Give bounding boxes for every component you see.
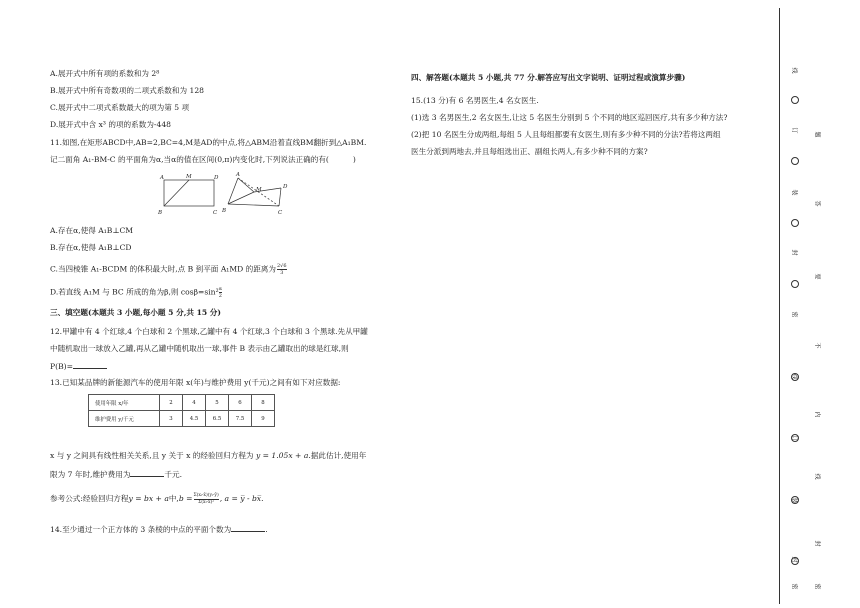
q11-option-b: B.存在α,使得 A₁B⊥CD (50, 243, 132, 252)
answer-blank (73, 361, 107, 369)
fig-label-m1: M (186, 174, 192, 180)
fig-label-b1: B (158, 210, 163, 216)
fig-label-c2: C (278, 210, 283, 216)
q13-line-1: x 与 y 之间具有线性相关关系,且 y 关于 x 的经验回归方程为 y = 1.05x + a.据此估计,使用年 (50, 451, 367, 460)
fig-label-d2: D (283, 184, 288, 190)
table-head-y: 维护费用 y/千元 (89, 411, 160, 427)
binding-hole-icon (791, 280, 799, 288)
gutter-outer-char: 密 (790, 583, 798, 590)
gutter-outer-char: 密 (790, 311, 798, 318)
gutter-outer-char: 封 (790, 249, 798, 256)
gutter-inner-char: 内 (813, 411, 821, 418)
binding-hole-icon (791, 434, 799, 442)
binding-hole-icon (791, 219, 799, 227)
table-cell: 7.5 (229, 411, 252, 427)
q11-figure (150, 170, 300, 220)
gutter-inner-char: 要 (813, 273, 821, 280)
binding-hole-icon (791, 373, 799, 381)
gutter-outer-char: 线 (790, 67, 798, 74)
binding-hole-icon (791, 496, 799, 504)
table-cell: 8 (252, 395, 275, 411)
fig-label-b2: B (222, 208, 227, 214)
table-cell: 6.5 (206, 411, 229, 427)
q11-stem-2: 记二面角 A₁-BM-C 的平面角为α,当α的值在区间(0,π)内变化时,下列说法正确的有( ) (50, 155, 356, 164)
q13-line-2: 限为 7 年时,维护费用为 千元. (50, 470, 183, 479)
gutter-outer-char: 订 (790, 127, 798, 134)
binding-hole-icon (791, 96, 799, 104)
table-row (89, 395, 275, 411)
answer-blank (130, 469, 164, 477)
rectangle-abcd (164, 180, 214, 206)
q14-stem: 14.至少通过一个正方体的 3 条棱的中点的平面个数为 . (50, 525, 268, 534)
q10-option-c: C.展开式中二项式系数最大的项为第 5 项 (50, 103, 190, 112)
folded-figure (228, 178, 281, 206)
table-cell: 4.5 (183, 411, 206, 427)
table-cell: 2 (160, 395, 183, 411)
table-cell: 9 (252, 411, 275, 427)
table-cell: 3 (160, 411, 183, 427)
gutter-outer-char: 装 (790, 497, 798, 504)
table-row (89, 411, 275, 427)
fig-label-d1: D (214, 175, 219, 181)
q13-stem: 13.已知某品牌的新能源汽车的使用年限 x(年)与维护费用 y(千元)之间有如下对应数据: (50, 378, 341, 387)
gutter-outer-char: 装 (790, 189, 798, 196)
fig-label-a1: A (160, 175, 164, 181)
answer-blank (231, 524, 265, 532)
gutter-inner-char: 封 (813, 540, 821, 547)
q11-option-c: C.当四棱锥 A₁-BCDM 的体积最大时,点 B 到平面 A₁MD 的距离为 $\frac{2√6}{3}$ (50, 263, 287, 276)
q11-option-a: A.存在α,使得 A₁B⊥CM (50, 226, 134, 235)
q15-part-2-line-1: (2)把 10 名医生分成两组,每组 5 人且每组都要有女医生,则有多少种不同的分法?若将这两组 (411, 130, 721, 139)
q15-stem: 15.(13 分)有 6 名男医生,4 名女医生. (411, 96, 539, 105)
q13-data-table (88, 394, 275, 427)
gutter-inner-char: 不 (813, 342, 821, 349)
q12-line-2: 中随机取出一球放入乙罐,再从乙罐中随机取出一球,事件 B 表示由乙罐取出的球是红球,则 (50, 344, 349, 353)
gutter-outer-char: 订 (790, 435, 798, 442)
binding-line (779, 8, 780, 604)
binding-hole-icon (791, 157, 799, 165)
section4-heading: 四、解答题(本题共 5 小题,共 77 分.解答应写出文字说明、证明过程或演算步骤) (411, 73, 686, 82)
fig-label-a2: A (236, 172, 240, 178)
gutter-outer-char: 封 (790, 556, 798, 563)
gutter-inner-char: 答 (813, 200, 821, 207)
q10-option-d: D.展开式中含 x³ 的项的系数为-448 (50, 120, 171, 129)
q10-option-a: A.展开式中所有项的系数和为 2⁸ (50, 69, 160, 78)
gutter-outer-char: 线 (790, 373, 798, 380)
table-head-x: 使用年限 x/年 (89, 395, 160, 411)
gutter-inner-char: 线 (813, 473, 821, 480)
table-cell: 5 (206, 395, 229, 411)
section3-heading: 三、填空题(本题共 3 小题,每小题 5 分,共 15 分) (50, 308, 221, 317)
q12-line-1: 12.甲罐中有 4 个红球,4 个白球和 2 个黑球,乙罐中有 4 个红球,3 个白球和 3 个黑球.先从甲罐 (50, 327, 368, 336)
q15-part-2-line-2: 医生分派到两地去,并且每组选出正、副组长两人,有多少种不同的方案? (411, 147, 648, 156)
binding-hole-icon (791, 557, 799, 565)
q15-part-1: (1)选 3 名男医生,2 名女医生,让这 5 名医生分别到 5 个不同的地区巡回医疗,共有多少种方法? (411, 113, 728, 122)
gutter-inner-char: 密 (813, 583, 821, 590)
fig-label-m2: M (256, 187, 262, 193)
table-cell: 4 (183, 395, 206, 411)
table-cell: 6 (229, 395, 252, 411)
q13-reference-formula: 参考公式:经验回归方程y = bx + a中,b = $\frac{\text{Σ(xᵢ-x̄)(yᵢ-ȳ)}}{\text{Σ(xᵢ-x̄)²}}$ , a = y̅ - bx̅. (50, 493, 264, 505)
q12-answer: P(B)= (50, 361, 107, 372)
q11-stem-1: 11.如图,在矩形ABCD中,AB=2,BC=4,M是AD的中点,将△ABM沿着直线BM翻折到△A₁BM. (50, 138, 367, 147)
gutter-inner-char: 题 (813, 131, 821, 138)
fig-label-c1: C (213, 210, 218, 216)
q10-option-b: B.展开式中所有奇数项的二项式系数和为 128 (50, 86, 204, 95)
q11-option-d: D.若直线 A₁M 与 BC 所成的角为β,则 cosβ=sin² $\frac{\alpha}{2}$ (50, 286, 223, 299)
